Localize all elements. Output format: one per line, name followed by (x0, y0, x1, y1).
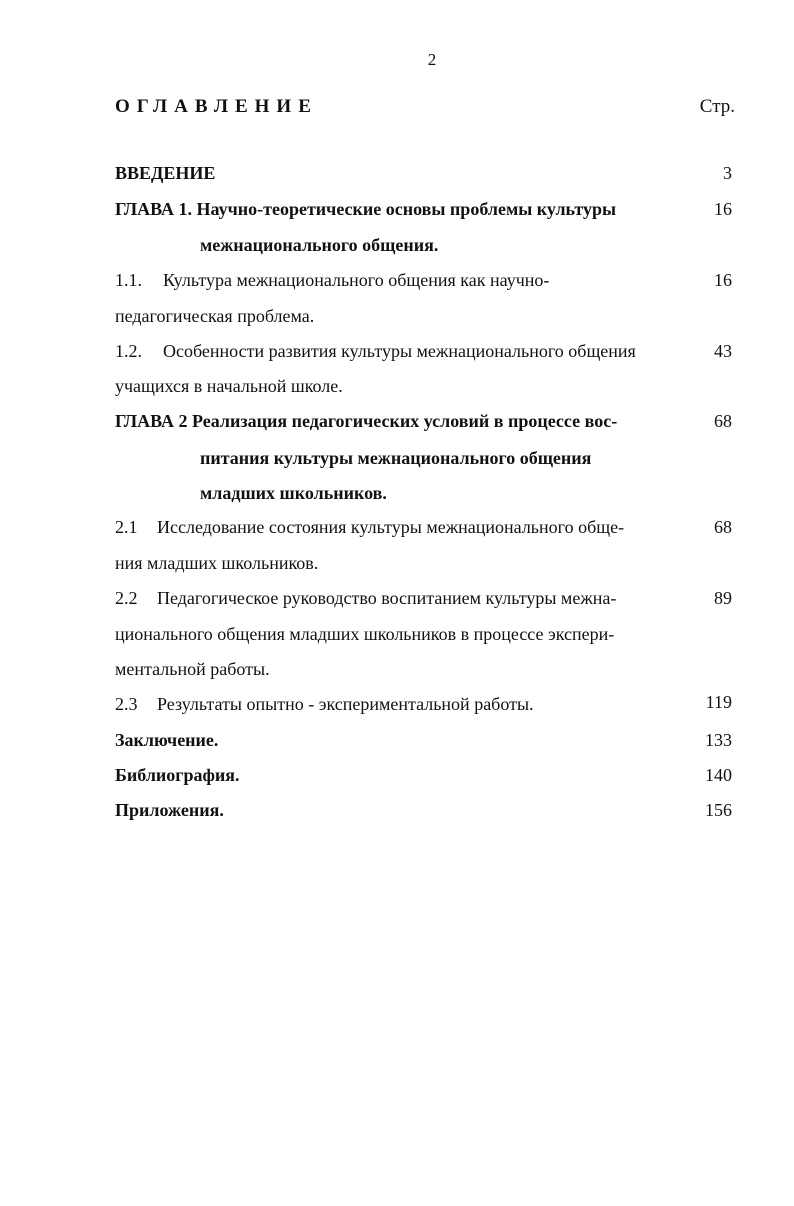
page-number: 2 (427, 50, 437, 69)
toc-entry-2-1-line2: ния младших школьников. (115, 553, 319, 573)
section-number: 2.2 (115, 588, 138, 608)
toc-page-2-2: 89 (714, 588, 732, 608)
toc-entry-conclusion: Заключение. (115, 730, 219, 750)
toc-entry-chapter1-line2: межнационального общения. (200, 235, 439, 255)
toc-page-appendices: 156 (705, 800, 732, 820)
section-title: Особенности развития культуры межнационального общения (163, 341, 636, 361)
toc-page-1-2: 43 (714, 341, 732, 361)
section-title: Педагогическое руководство воспитанием культуры межна- (157, 588, 617, 608)
toc-entry-1-1-line2: педагогическая проблема. (115, 306, 315, 326)
toc-header (115, 96, 735, 124)
toc-page-label: Стр. (699, 96, 735, 117)
toc-entry-2-2-line3: ментальной работы. (115, 659, 270, 679)
toc-page-1-1: 16 (714, 270, 732, 290)
toc-page-chapter1: 16 (714, 199, 732, 219)
toc-entry-intro: ВВЕДЕНИЕ (115, 163, 216, 183)
toc-page-2-3: 119 (705, 692, 732, 712)
section-number: 2.1 (115, 517, 138, 537)
toc-entry-2-2-line2: ционального общения младших школьников в процессе экспери- (115, 624, 615, 644)
toc-title: ОГЛАВЛЕНИЕ (115, 96, 318, 117)
toc-page-chapter2: 68 (714, 411, 732, 431)
toc-page-2-1: 68 (714, 517, 732, 537)
section-number: 2.3 (115, 694, 138, 714)
toc-entry-bibliography: Библиография. (115, 765, 240, 785)
section-title: Исследование состояния культуры межнационального обще- (157, 517, 625, 537)
toc-entry-2-2-line1 (115, 587, 616, 609)
toc-entry-1-2-line2: учащихся в начальной школе. (115, 376, 343, 396)
toc-page-bibliography: 140 (705, 765, 732, 785)
section-title: Результаты опытно - экспериментальной работы. (157, 694, 534, 714)
section-number: 1.2. (115, 341, 142, 361)
toc-page-conclusion: 133 (705, 730, 732, 750)
toc-entry-2-3 (115, 693, 534, 715)
section-title: Культура межнационального общения как научно- (163, 270, 550, 290)
toc-entry-2-1-line1 (115, 516, 624, 538)
toc-entry-1-1-line1 (115, 269, 549, 291)
section-number: 1.1. (115, 270, 142, 290)
toc-entry-chapter1-line1: ГЛАВА 1. Научно-теоретические основы проблемы культуры (115, 199, 617, 219)
toc-entry-chapter2-line2: питания культуры межнационального общения (200, 448, 592, 468)
toc-entry-1-2-line1 (115, 340, 636, 362)
toc-entry-appendices: Приложения. (115, 800, 224, 820)
toc-entry-chapter2-line1: ГЛАВА 2 Реализация педагогических условий в процессе вос- (115, 411, 618, 431)
toc-page-intro: 3 (723, 163, 732, 183)
toc-entry-chapter2-line3: младших школьников. (200, 483, 387, 503)
